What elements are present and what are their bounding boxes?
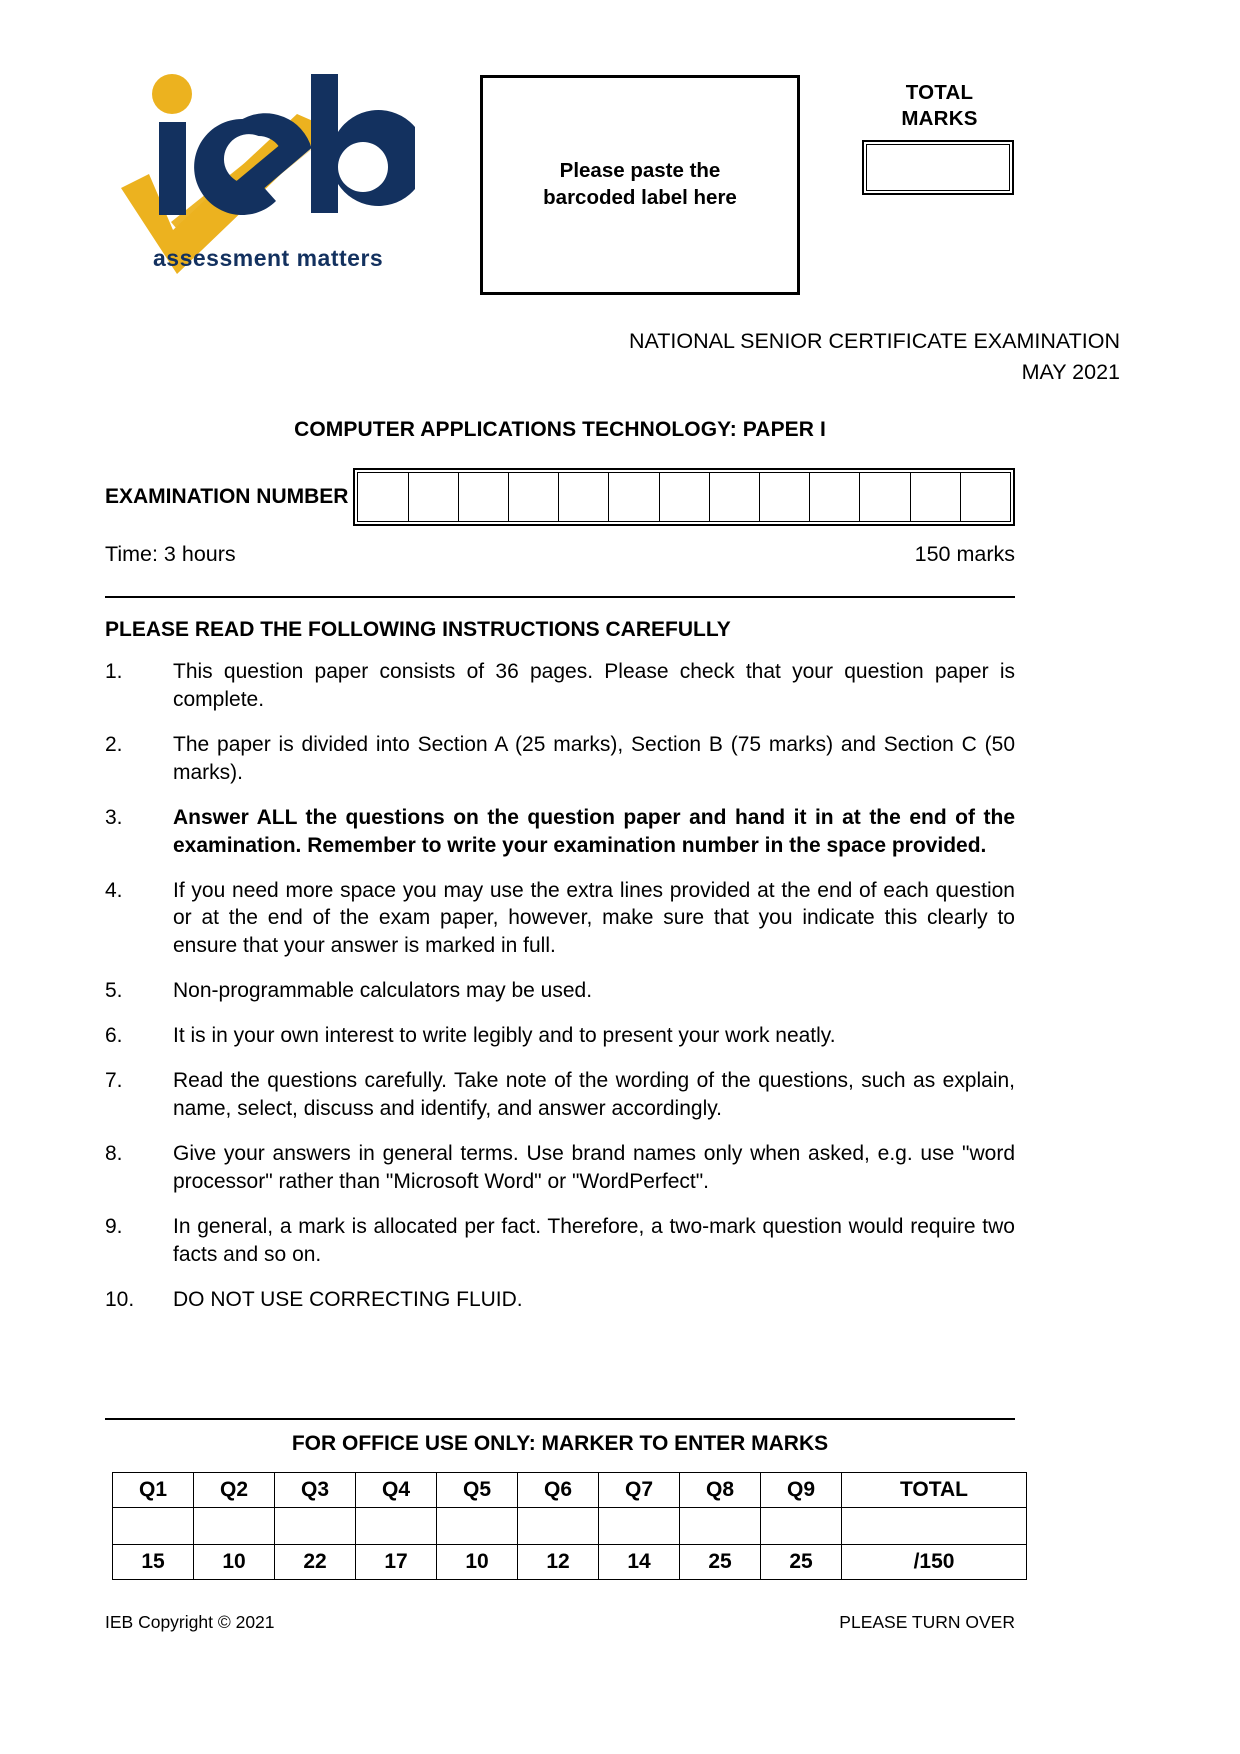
marks-max-cell: 10 [194, 1545, 275, 1580]
instruction-item [105, 1022, 1015, 1050]
instruction-item [105, 804, 1015, 860]
examination-number-input[interactable] [353, 468, 1015, 526]
marks-max-cell: 22 [275, 1545, 356, 1580]
instruction-number: 3. [105, 805, 123, 829]
page-footer [105, 1612, 1015, 1633]
ieb-logo [115, 70, 415, 280]
logo-tagline-text: assessment matters [153, 245, 384, 271]
marks-column-header: Q4 [356, 1473, 437, 1508]
marks-entry-table [112, 1472, 1027, 1580]
marks-column-header: Q6 [518, 1473, 599, 1508]
office-use-heading: FOR OFFICE USE ONLY: MARKER TO ENTER MARKS [291, 1432, 829, 1455]
marks-column-header: Q1 [113, 1473, 194, 1508]
instruction-text: This question paper consists of 36 pages. Please check that your question paper is complete. [173, 660, 1015, 711]
instruction-number: 10. [105, 1287, 135, 1311]
instruction-number: 8. [105, 1141, 123, 1165]
instruction-number: 7. [105, 1069, 123, 1093]
instruction-item [105, 977, 1015, 1005]
time-and-marks-row [105, 542, 1015, 567]
page-title: COMPUTER APPLICATIONS TECHNOLOGY: PAPER I [294, 418, 826, 441]
instruction-item [105, 1213, 1015, 1269]
marks-column-header: Q8 [680, 1473, 761, 1508]
total-marks-entry-box[interactable] [862, 140, 1014, 195]
page-header [105, 62, 1015, 302]
examination-number-cell[interactable] [509, 473, 559, 521]
marks-column-header: Q2 [194, 1473, 275, 1508]
instruction-number: 5. [105, 979, 123, 1003]
examination-number-cell[interactable] [609, 473, 659, 521]
examination-number-cell[interactable] [710, 473, 760, 521]
instruction-number: 9. [105, 1214, 123, 1238]
divider-bottom [105, 1418, 1015, 1420]
examination-number-row [105, 466, 1015, 528]
examination-number-cell[interactable] [961, 473, 1010, 521]
instructions-heading: PLEASE READ THE FOLLOWING INSTRUCTIONS CAREFULLY [105, 618, 731, 641]
instruction-text: It is in your own interest to write legibly and to present your work neatly. [173, 1024, 836, 1048]
total-marks-label-line1: TOTAL [905, 81, 974, 104]
exam-date-line: MAY 2021 [1021, 360, 1120, 385]
total-marks-label-line2: MARKS [901, 106, 978, 130]
instruction-text: The paper is divided into Section A (25 marks), Section B (75 marks) and Section C (50 marks). [173, 732, 1015, 784]
marks-entry-cell[interactable] [680, 1508, 761, 1545]
instruction-number: 6. [105, 1024, 123, 1048]
instruction-number: 1. [105, 660, 123, 683]
instructions-list [105, 658, 1015, 1331]
barcode-label-box [480, 75, 800, 295]
marks-max-cell: 25 [680, 1545, 761, 1580]
ieb-logo-icon [115, 70, 415, 280]
marks-entry-cell[interactable] [599, 1508, 680, 1545]
instruction-item [105, 877, 1015, 961]
marks-max-cell: 15 [113, 1545, 194, 1580]
copyright-notice: IEB Copyright © 2021 [105, 1612, 275, 1632]
examination-number-cell[interactable] [559, 473, 609, 521]
marks-entry-cell[interactable] [275, 1508, 356, 1545]
marks-max-cell: 14 [599, 1545, 680, 1580]
examination-number-cell[interactable] [459, 473, 509, 521]
exam-duration: Time: 3 hours [105, 542, 236, 566]
marks-column-header: Q9 [761, 1473, 842, 1508]
marks-max-cell: 10 [437, 1545, 518, 1580]
marks-entry-cell[interactable] [518, 1508, 599, 1545]
exam-total-marks: 150 marks [914, 542, 1015, 566]
instruction-item [105, 731, 1015, 787]
turn-over-notice: PLEASE TURN OVER [839, 1612, 1015, 1632]
total-marks-entry-field[interactable] [866, 144, 1010, 191]
instruction-number: 4. [105, 878, 123, 902]
marks-entry-cell[interactable] [113, 1508, 194, 1545]
marks-table-max-row [113, 1545, 1027, 1580]
marks-max-cell: 17 [356, 1545, 437, 1580]
certificate-line: NATIONAL SENIOR CERTIFICATE EXAMINATION [629, 329, 1120, 353]
examination-number-cell[interactable] [358, 473, 408, 521]
instruction-text: Read the questions carefully. Take note of the wording of the questions, such as explain, name, select, discuss and identify, and answer accordingly. [173, 1069, 1015, 1121]
examination-number-cell[interactable] [409, 473, 459, 521]
instruction-text: DO NOT USE CORRECTING FLUID. [173, 1287, 523, 1311]
divider-top [105, 596, 1015, 598]
marks-max-cell: 25 [761, 1545, 842, 1580]
examination-number-label: EXAMINATION NUMBER [105, 485, 349, 508]
instruction-text: Non-programmable calculators may be used. [173, 979, 593, 1003]
marks-entry-cell[interactable] [842, 1508, 1027, 1545]
marks-column-header: Q7 [599, 1473, 680, 1508]
examination-number-cell[interactable] [860, 473, 910, 521]
instruction-text: If you need more space you may use the extra lines provided at the end of each question or at the end of the exam paper, however, make sure that you indicate this clearly to ensure that your answer is marked in full. [173, 878, 1015, 958]
marks-max-cell: 12 [518, 1545, 599, 1580]
marks-column-header: TOTAL [842, 1473, 1027, 1508]
barcode-instruction-text: Please paste the barcoded label here [543, 159, 737, 209]
examination-number-cell[interactable] [760, 473, 810, 521]
marks-entry-cell[interactable] [761, 1508, 842, 1545]
total-marks-section [862, 80, 1017, 195]
marks-column-header: Q5 [437, 1473, 518, 1508]
marks-entry-cell[interactable] [356, 1508, 437, 1545]
instruction-item [105, 1067, 1015, 1123]
examination-number-cells[interactable] [357, 472, 1011, 522]
marks-table-entry-row[interactable] [113, 1508, 1027, 1545]
instruction-text: In general, a mark is allocated per fact. Therefore, a two-mark question would require two facts and so on. [173, 1214, 1015, 1266]
marks-max-cell: /150 [842, 1545, 1027, 1580]
examination-number-cell[interactable] [911, 473, 961, 521]
examination-identification [420, 326, 1120, 388]
instruction-text: Answer ALL the questions on the question paper and hand it in at the end of the examination. Remember to write your examination number in the space provided. [173, 805, 1015, 857]
instruction-text: Give your answers in general terms. Use brand names only when asked, e.g. use "word processor" rather than "Microsoft Word" or "WordPerfect". [173, 1141, 1015, 1193]
marks-column-header: Q3 [275, 1473, 356, 1508]
instruction-number: 2. [105, 732, 123, 756]
examination-number-cell[interactable] [810, 473, 860, 521]
instruction-item [105, 658, 1015, 714]
marks-entry-cell[interactable] [194, 1508, 275, 1545]
marks-entry-cell[interactable] [437, 1508, 518, 1545]
examination-number-cell[interactable] [660, 473, 710, 521]
instruction-item [105, 1286, 1015, 1314]
instruction-item [105, 1140, 1015, 1196]
marks-table-header-row [113, 1473, 1027, 1508]
